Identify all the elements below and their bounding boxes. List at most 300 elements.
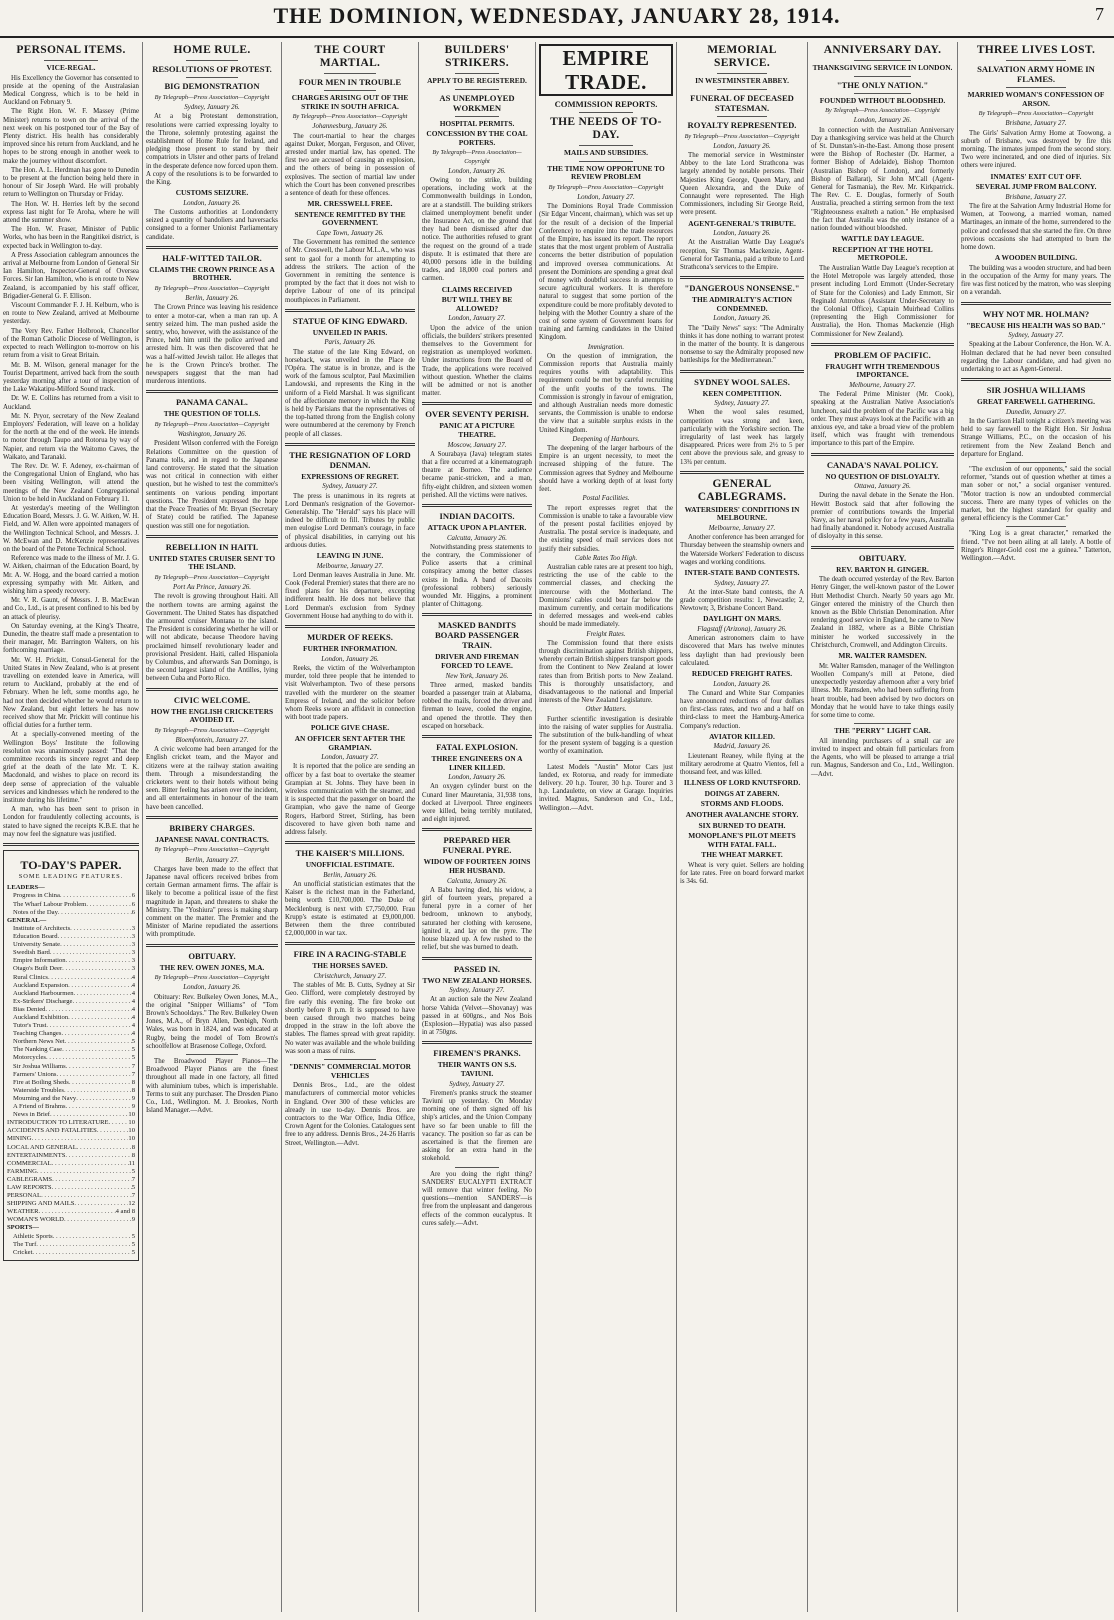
article-paragraph: The Cunard and White Star Companies have announced reductions of four dollars on first-class rates, and two and a half on third-class to meet the Hamburg-America Company's reduction.: [680, 689, 804, 730]
article-paragraph: The Federal Prime Minister (Mr. Cook), speaking at the Australian Native Association's luncheon, said the problem of the Pacific was a big order. They must always look at the Pacific with an anxious eye, and take a broad view of the problem itself, which was fraught with tremendous importance to this part of the Empire.: [811, 391, 954, 448]
contents-entry-page: 3: [131, 957, 135, 965]
personal-item-paragraph: A man, who has been sent to prison in London for fraudulently collecting accounts, is stated to have signed the receipts K.B.E. that he may now feel the signature was justified.: [3, 806, 139, 838]
contents-entry-title: Auckland Harbourmen: [13, 989, 74, 997]
todays-paper-box: [3, 850, 139, 1261]
contents-entry-page: 8: [131, 1078, 135, 1086]
headline: OBITUARY.: [858, 552, 907, 563]
section-label: Freight Rates.: [586, 630, 626, 638]
leader-dots: [66, 1103, 132, 1111]
contents-entry: [7, 1216, 135, 1224]
dateline: Sydney, January 27.: [449, 1080, 505, 1088]
personal-item-paragraph: The Hon. A. L. Herdman has gone to Dunedin to be present at the function being held there in honour of Sir Joseph Ward. He will probably return to Wellington on Thursday or Friday.: [3, 166, 139, 199]
subheadline: EXPRESSIONS OF REGRET.: [301, 471, 399, 481]
headline: WHY NOT MR. HOLMAN?: [982, 308, 1090, 319]
contents-entry-title: The Turf: [13, 1240, 37, 1248]
contents-entry-page: 10: [128, 1111, 135, 1119]
personal-item-paragraph: The Rev. Dr. W. F. Adeney, ex-chairman of the Congregational Union of England, who has been visiting Wellington, will attend the meetings of the New Zealand Congregational Union to be held in Auckland on February 11.: [3, 462, 139, 503]
wire-credit: By Telegraph—Press Association—Copyright: [432, 149, 522, 165]
leader-dots: [61, 1030, 131, 1038]
subheadline: CONCESSION BY THE COAL PORTERS.: [426, 129, 528, 147]
leader-dots: [32, 1135, 129, 1143]
contents-entry-page: 11: [128, 1159, 135, 1167]
advertisement: Are you doing the right thing? SANDERS' EUCALYPTI EXTRACT will remove that winter feeling. No questions—mention SANDERS'—is free from the unpleasant and dangerous effects of the common eucalyptus. It cures safely.—Advt.: [422, 1170, 532, 1227]
leader-dots: [65, 1038, 132, 1046]
dateline: Berlin, January 26.: [185, 295, 239, 303]
wire-credit: By Telegraph—Press Association—Copyright: [825, 107, 940, 115]
leader-dots: [58, 933, 132, 941]
contents-entry: [7, 1079, 135, 1087]
leader-dots: [72, 998, 131, 1006]
personal-item-paragraph: Mr. B. M. Wilson, general manager for the Tourist Department, arrived back from the south yesterday morning after a tour of inspection of the Lake Wakatipu-Milford Sound track.: [3, 361, 139, 394]
headline: FIREMEN'S PRANKS.: [433, 1048, 521, 1059]
leader-dots: [41, 1192, 132, 1200]
contents-entry-page: 7: [131, 1175, 135, 1183]
subheadline: THE QUESTION OF TOLLS.: [163, 409, 261, 419]
leader-dots: [50, 949, 132, 957]
article-paragraph: The building was a wooden structure, and had been in the occupation of the Army for many years. The fire was first noticed by the matron, who was sleeping on a verandah.: [961, 264, 1111, 297]
subheadline: THE ADMIRALTY'S ACTION CONDEMNED.: [692, 295, 792, 313]
headline: MEMORIAL SERVICE.: [707, 44, 777, 69]
article-paragraph: The deepening of the larger harbours of the Empire is an urgent necessity, to meet the increased shipping of the future. The Commission agrees that Sydney and Melbourne should have a working depth of at least forty feet.: [539, 445, 673, 494]
subheadline: PANIC AT A PICTURE THEATRE.: [439, 421, 515, 440]
dateline: London, January 26.: [713, 680, 771, 688]
contents-entry: [7, 1241, 135, 1249]
headline: BRIBERY CHARGES.: [169, 822, 255, 833]
headline: THE COURT MARTIAL.: [314, 44, 386, 69]
contents-entry-title: Rural Clinics: [13, 973, 48, 981]
personal-item-paragraph: At yesterday's meeting of the Wellington Education Board, Messrs. J. G. W. Aitken, W. H. Field, and W. Allen were appointed managers of the Wellington Technical School, and Messrs. J. W. McEwan and D. McKenzie representatives on the board of the Petone Technical School.: [3, 504, 139, 553]
subheadline: WIDOW OF FOURTEEN JOINS HER HUSBAND.: [423, 857, 531, 876]
headline: INDIAN DACOITS.: [439, 511, 515, 522]
contents-entry: [7, 998, 135, 1006]
leader-dots: [62, 1046, 132, 1054]
contents-entry: [7, 1127, 135, 1135]
subheadline: JAPANESE NAVAL CONTRACTS.: [155, 834, 269, 844]
subheadline: THREE ENGINEERS ON A LINER KILLED.: [431, 754, 523, 772]
contents-entry: [7, 1095, 135, 1103]
headline: STATUE OF KING EDWARD.: [292, 315, 408, 326]
wire-credit: By Telegraph—Press Association—Copyright: [154, 846, 270, 854]
headline: FIRE IN A RACING-STABLE: [293, 949, 407, 960]
subheadline: KEEN COMPETITION.: [702, 388, 782, 398]
contents-section-label: SPORTS—: [7, 1224, 40, 1232]
contents-entry: [7, 1176, 135, 1184]
contents-entry-title: Auckland Expansion: [13, 981, 69, 989]
contents-entry-title: PERSONAL: [7, 1192, 42, 1200]
subheadline: SALVATION ARMY HOME IN FLAMES.: [977, 64, 1095, 84]
contents-entry: [7, 1030, 135, 1038]
contents-entry: [7, 1160, 135, 1168]
wire-credit: By Telegraph—Press Association—Copyright: [154, 573, 270, 581]
article-paragraph: The report expresses regret that the Commission is unable to take a favourable view of the present postal facilities enjoyed by Australia. The postal service is inadequate, and the existing speed of mail services does not justify their subsidies.: [539, 504, 673, 553]
dateline: Berlin, January 26.: [323, 871, 377, 879]
leader-dots: [52, 1160, 129, 1168]
leader-dots: [68, 1014, 132, 1022]
contents-entry-page: 5: [131, 1167, 135, 1175]
headline: CIVIC WELCOME.: [173, 694, 251, 705]
article-paragraph: An oxygen cylinder burst on the Cunard liner Mauretania, 31,938 tons, docked at Liverpool. Three engineers were killed, being terribly mutilated, and eight injured.: [422, 783, 532, 824]
contents-entry-page: 3: [131, 965, 135, 973]
dateline: London, January 26.: [713, 230, 771, 238]
leader-dots: [46, 1054, 132, 1062]
contents-entry-page: 3: [131, 949, 135, 957]
dateline: Cape Town, January 26.: [316, 230, 384, 237]
headline: MURDER OF REEKS.: [307, 632, 393, 643]
contents-entry: [7, 1168, 135, 1176]
article-paragraph: The stables of Mr. B. Cutts, Sydney at Sir Geo. Clifford, were completely destroyed by fire early this evening. The fire broke out shortly before 8 p.m. It is supposed to have been caused through two matches being dropped in the straw in the loft above the stables. The flames spread with great rapidity. No water was available and the whole building was soon a mass of ruins.: [285, 982, 415, 1055]
headline: PREPARED HER FUNERAL PYRE.: [442, 835, 512, 856]
leader-dots: [66, 957, 132, 965]
leader-dots: [39, 1208, 116, 1216]
subheadline: AN OFFICER SENT AFTER THE GRAMPIAN.: [294, 733, 406, 752]
contents-entry: [7, 1038, 135, 1046]
article-paragraph: During the naval debate in the Senate the Hon. Hewitt Bostock said that after following the premier of contributions towards the Imperial Navy, as her naval policy for a few years, Australia had finally abandoned it. Nobody accused Australia of disloyalty in this sense.: [811, 492, 954, 541]
dateline: Berlin, January 27.: [185, 856, 239, 864]
subheadline: ANOTHER AVALANCHE STORY.: [685, 810, 799, 820]
headline: MASKED BANDITS BOARD PASSENGER TRAIN.: [434, 620, 520, 651]
subheadline: DRIVER AND FIREMAN FORCED TO LEAVE.: [435, 652, 519, 671]
leader-dots: [70, 925, 132, 933]
article-paragraph: When the wool sales resumed, competition was strong and keen, particularly with the Yorkshire section. The irregularity of last week has largely disappeared. Prices were from 2½ to 5 per cent above the previous sale, and greasy to 13¾ per centum.: [680, 409, 804, 466]
wire-credit: By Telegraph—Press Association—Copyright: [978, 110, 1094, 118]
leader-dots: [68, 982, 132, 990]
dateline: Ottawa, January 26.: [854, 483, 911, 491]
subheadline: MAILS AND SUBSIDIES.: [564, 148, 648, 157]
contents-entry: [7, 1103, 135, 1111]
dateline: Christchurch, January 27.: [313, 972, 387, 980]
article-paragraph: The Crown Prince was leaving his residence to enter a motor-car, when a man ran up. A sentry seized him. The man pushed aside the sentry, who, however, with the assistance of the Prince, held him until the police arrived and arrested him. It was then discovered that he was a half-witted Jewish tailor. He alleges that he is the Crown Prince's brother. The newspapers suggest that the man had murderous intentions.: [146, 304, 278, 386]
contents-entry-title: ACCIDENTS AND FATALITIES: [7, 1127, 97, 1135]
dateline: Sydney, January 27.: [1008, 332, 1064, 340]
contents-entry-title: Fire at Boiling Sheds: [13, 1078, 69, 1086]
contents-entry-page: 10: [128, 1135, 135, 1143]
page-number: 7: [1095, 4, 1104, 24]
article-paragraph: In connection with the Australian Anniversary Day a thanksgiving service was held at the Church of St. Dunstan's-in-the-East. Among those present were the Bishop of Rochester (Dr. Harmer, a former Bishop of Adelaide), Bishop Thornton (Australian Bishop of London), and formerly Bishop of Ballarat), Sir John M'Call (Agent-General for Tasmania), the Rev. Mr. Kirkpatrick. The Rev. C. E. Douglas, formerly of South Australia, preached a stirring sermon from the text "Righteousness exalteth a nation." He emphasised the fact that Australia was the only instance of a nation founded without bloodshed.: [811, 126, 954, 233]
subheadline: CLAIMS THE CROWN PRINCE AS A BROTHER.: [149, 264, 275, 283]
contents-entry-title: LAW REPORTS: [7, 1183, 52, 1191]
contents-entry: [7, 949, 135, 957]
subheadline: THANKSGIVING SERVICE IN LONDON.: [812, 63, 953, 72]
leader-dots: [52, 1176, 132, 1184]
article-paragraph: The press is unanimous in its regrets at Lord Denman's resignation of the Governor-Generalship. The "Herald" says his place will indeed be difficult to fill. Tributes by public men eulogise Lord Denman's courage, in face of physical disabilities, in carrying out his arduous duties.: [285, 492, 415, 549]
contents-entry-page: 9: [131, 1094, 135, 1102]
personal-item-paragraph: Viscount Commander F. J. H. Kelburn, who is en route to New Zealand, arrived at Melbourne yesterday.: [3, 302, 139, 326]
dateline: New York, January 26.: [445, 672, 509, 680]
article-paragraph: Three armed, masked bandits boarded a passenger train at Alabama, robbed the mails, forced the driver and fireman to leave, cooled the engine, and opened the throttle. They then escaped on horseback.: [422, 681, 532, 730]
subheadline: ILLNESS OF LORD KNUTSFORD.: [683, 778, 801, 788]
article-paragraph: The fire at the Salvation Army Industrial Home for Women, at Toowong, a married woman, named Martinages, an inmate of the home, surrendered to the police and confessed that she started the fire. On three previous occasions she had attempted to burn the home down.: [961, 203, 1111, 252]
dateline: Calcutta, January 26.: [446, 534, 508, 542]
section-label: Deepening of Harbours.: [572, 435, 640, 443]
contents-entry-page: 8: [131, 1086, 135, 1094]
contents-entry-title: FARMING: [7, 1167, 37, 1175]
contents-entry-page: 4: [131, 973, 135, 981]
contents-entry-page: 5: [131, 1054, 135, 1062]
contents-entry: [7, 1249, 135, 1257]
dateline: London, January 26.: [448, 167, 506, 175]
article-paragraph: Upon the advice of the union officials, the builders' strikers presented themselves to the Government for registration as unemployed workmen. Under instructions from the Board of Trade, the applications were received without question. Whether the claims will be admitted or not is another matter.: [422, 324, 532, 398]
contents-entry-page: 5: [131, 1248, 135, 1256]
subheadline: REDUCED FREIGHT RATES.: [691, 669, 793, 679]
contents-entry-page: 7: [131, 1062, 135, 1070]
contents-entry-page: 4 and 8: [115, 1208, 135, 1216]
contents-entry-title: WOMAN'S WORLD: [7, 1216, 64, 1224]
subheadline: THEIR WANTS ON S.S. TAVIUNI.: [437, 1060, 517, 1078]
subheadline: HOW THE ENGLISH CRICKETERS AVOIDED IT.: [150, 706, 274, 725]
article-paragraph: Speaking at the Labour Conference, the Hon. W. A. Holman declared that he had never been consulted regarding the Labour candidate, and had given no undertaking to act as Agent-General.: [961, 341, 1111, 374]
dateline: Melbourne, January 27.: [316, 562, 384, 570]
contents-entry-title: Empire Information: [13, 957, 66, 965]
subheadline: NO QUESTION OF DISLOYALTY.: [825, 471, 940, 481]
dateline: Calcutta, January 26.: [446, 877, 508, 885]
article-paragraph: The Australian Wattle Day League's reception at the Hotel Metropole was largely attended, those present including Lord Emmott (Under-Secretary of State for the Colonies) and Lady Emmott, Sir Reginald Antrobus (Assistant Under-Secretary to the Colonial Office), Captain Muirhead Collins (representing the High Commissioner for Australia), the Hon. Thomas Mackenzie (High Commissioner for New Zealand).: [811, 265, 954, 338]
wire-credit: By Telegraph—Press Association—Copyright: [548, 183, 664, 191]
subheadline: AGENT-GENERAL'S TRIBUTE.: [688, 218, 796, 228]
leader-dots: [74, 1200, 128, 1208]
contents-entry-page: 4: [131, 1005, 135, 1013]
contents-entry: [7, 909, 135, 917]
contents-entry-page: 4: [131, 997, 135, 1005]
contents-entry-page: 3: [131, 924, 135, 932]
contents-entry: [7, 1233, 135, 1241]
section-label: Postal Facilities.: [582, 495, 630, 503]
dateline: Moscow, January 27.: [447, 441, 507, 449]
contents-entry-page: 9: [131, 1216, 135, 1224]
contents-entry-title: Education Board: [13, 933, 58, 941]
contents-entry: [7, 1006, 135, 1014]
advertisement: "King Log is a great character," remarked the friend. "I've not been ailing at all lately. A bottle of Ringer's Ringer-Gold cost me a guinea." Tatterton, Wellington.—Advt.: [961, 530, 1111, 563]
subheadline: ATTACK UPON A PLANTER.: [427, 523, 527, 533]
dateline: London, January 26.: [183, 199, 241, 207]
subheadline: INMATES' EXIT CUT OFF.: [990, 171, 1082, 181]
personal-item-paragraph: Mr. W. H. Prickitt, Consul-General for the United States in New Zealand, who is at present travelling on extended leave in America, will return to Auckland, probably at the end of February. When he left, some months ago, he had not then decided whether he would return to New Zealand, but eight letters he has now received show that Mr. Prickitt will continue his official duties for a further term.: [3, 656, 139, 730]
leader-dots: [62, 965, 132, 973]
subheadline: THE HORSES SAVED.: [312, 961, 388, 971]
article-paragraph: At the inter-State band contests, the A grade competition results: 1, Newcastle; 2, Newtown; 3, Brisbane Concert Band.: [680, 588, 804, 613]
subheadline: SIX BURNED TO DEATH.: [698, 820, 786, 830]
article-paragraph: The Customs authorities at Londonderry seized a quantity of bandoliers and haversacks consigned to a former Unionist Parliamentary candidate.: [146, 209, 278, 241]
contents-entry-title: Tutor's Trust: [13, 1022, 47, 1030]
subheadline: "BECAUSE HIS HEALTH WAS SO BAD.": [966, 320, 1106, 330]
contents-entry-page: 5: [131, 1240, 135, 1248]
contents-entry: [7, 1119, 135, 1127]
headline: PASSED IN.: [453, 963, 501, 974]
contents-entry-title: Bias Denied: [13, 1005, 46, 1013]
leader-dots: [45, 1006, 131, 1014]
contents-entry: [7, 1208, 135, 1216]
masthead: [0, 0, 1114, 38]
column-three-lives-lost: [957, 42, 1114, 1612]
dateline: Washington, January 26.: [177, 431, 247, 439]
contents-entry-page: 5: [131, 1232, 135, 1240]
headline: OBITUARY.: [188, 950, 236, 961]
leader-dots: [58, 909, 132, 917]
advertisement: Dennis Bros., Ltd., are the oldest manufacturers of commercial motor vehicles in England. Over 300 of these vehicles are already in use to-day. Dennis Bros. are contractors to the War Office, India Office, Crown Agent for the Colonies. Catalogues sent free to any address. Dennis Bros., 24-26 Harris Street, Wellington.—Advt.: [285, 1082, 415, 1147]
personal-item-paragraph: Reference was made to the illness of Mr. J. G. W. Aitken, chairman of the Education Board, by Mr. A. W. Hogg, and the board carried a motion expressing sympathy with Mr. Aitken, and wishing him a speedy recovery.: [3, 555, 139, 595]
article-paragraph: In the Garrison Hall tonight a citizen's meeting was held to say farewell to the Right Hon. Sir Joshua Strange Williams, P.C., on the occasion of his retirement from the New Zealand Bench and departure for England.: [961, 418, 1111, 458]
empire-trade-banner: EMPIRE TRADE.: [539, 44, 673, 96]
contents-entry-page: 4: [131, 1022, 135, 1030]
contents-entry-title: University Senate: [13, 941, 61, 949]
leader-dots: [74, 990, 132, 998]
subheadline: MARRIED WOMAN'S CONFESSION OF ARSON.: [967, 90, 1105, 108]
dateline: Paris, January 26.: [324, 339, 376, 347]
column-memorial-service: [676, 42, 807, 1612]
headline: HALF-WITTED TAILOR.: [162, 252, 262, 263]
contents-section-label: GENERAL—: [7, 916, 47, 924]
contents-entry: [7, 1111, 135, 1119]
subheadline: FUNERAL OF DECEASED STATESMAN.: [690, 92, 794, 113]
article-paragraph: It is reported that the police are sending an officer by a fast boat to overtake the steamer Grampian at St. Johns. They have been in wireless communication with the steamer, and it is suspected that the passenger on board the Grampian, who gave the name of George Rogers, Harbord Street, Stirling, has been discovered to have given both name and address falsely.: [285, 763, 415, 836]
headline: BUILDERS' STRIKERS.: [444, 44, 510, 69]
leader-dots: [52, 1184, 132, 1192]
contents-entry-page: 6: [131, 892, 135, 900]
headline: PROBLEM OF PACIFIC.: [834, 349, 931, 360]
contents-entry-title: Athletic Sports: [13, 1232, 53, 1240]
contents-entry-page: 7: [131, 1192, 135, 1200]
dateline: Sydney, January 27.: [714, 400, 770, 408]
dateline: Port Au Prince, January 26.: [173, 584, 251, 592]
leader-dots: [97, 1127, 129, 1135]
dateline: Sydney, January 27.: [449, 987, 505, 995]
article-paragraph: The Girls' Salvation Army Home at Toowong, a suburb of Brisbane, was destroyed by fire this morning. The inmates jumped from the second story. Two were incinerated, and one died of injuries. Six others were injured.: [961, 129, 1111, 170]
leader-dots: [60, 892, 132, 900]
headline: "DANGEROUS NONSENSE.": [684, 283, 800, 294]
headline: SIR JOSHUA WILLIAMS: [986, 385, 1086, 396]
contents-entry-title: Waterside Troubles: [13, 1086, 64, 1094]
dateline: Madrid, January 26.: [713, 743, 771, 751]
subheadline: HOSPITAL PERMITS.: [439, 118, 515, 128]
contents-entry-title: Teaching Changes: [13, 1030, 62, 1038]
article-paragraph: Lord Denman leaves Australia in June. Mr. Cook (Federal Premier) states that there are no fixed plans for his departure, excepting indifferent health. He does not believe that Lord Denman's exclusion from Sydney Government House had anything to do with it.: [285, 571, 415, 620]
dateline: London, January 27.: [321, 754, 379, 762]
column-personal-items: [0, 42, 142, 1612]
contents-entry: [7, 925, 135, 933]
article-paragraph: The Dominions Royal Trade Commission (Sir Edgar Vincent, chairman), which was set up for the result of a decision of the Imperial Conference) to enquire into the trade resources of the Empire, has issued its report. The report states that the most urgent problem of Australia concerns the better distribution of population and improved oversea communications. At present the Dominions are spending a great deal of money with doubtful success in attempts to secure agricultural workers. It is therefore natural to suggest that some portion of the expenditure could be more profitably devoted to helping with the Mother Country a share of the cost of some system of Government loans for training and farming candidates in the United Kingdom.: [539, 203, 673, 342]
article-paragraph: American astronomers claim to have discovered that Mars has twelve minutes less daylight than had previously been calculated.: [680, 635, 804, 667]
subheadline: BIG DEMONSTRATION: [164, 81, 260, 91]
headline: PANAMA CANAL.: [176, 397, 248, 408]
dateline: Flagstaff (Arizona), January 26.: [697, 626, 787, 634]
personal-item-paragraph: The Hon. W. Fraser, Minister of Public Works, who has been in the Rangitikei district, is expected back in Wellington to-day.: [3, 226, 139, 250]
advertisement-heading: "DENNIS" COMMERCIAL MOTOR VEHICLES: [289, 1061, 411, 1080]
contents-entry: [7, 1022, 135, 1030]
subheadline: MONOPLANE'S PILOT MEETS WITH FATAL FALL.: [688, 831, 796, 849]
section-label: Cable Rates Too High.: [574, 554, 638, 562]
leader-dots: [64, 1087, 132, 1095]
subheadline: "THE ONLY NATION.": [836, 79, 929, 90]
subheadline: STORMS AND FLOODS.: [700, 799, 784, 809]
dateline: Brisbane, January 27.: [1005, 193, 1067, 201]
subheadline: TWO NEW ZEALAND HORSES.: [422, 975, 532, 985]
subheadline: LEAVING IN JUNE.: [316, 551, 384, 561]
article-paragraph: Another conference has been arranged for Thursday between the steamship owners and the Waterside Workers' Federation to discuss wages and working conditions.: [680, 534, 804, 566]
leader-dots: [37, 1168, 132, 1176]
contents-entry-title: Ex-Strikers' Discharge: [13, 997, 73, 1005]
subheadline: DAYLIGHT ON MARS.: [703, 614, 781, 624]
todays-paper-title: TO-DAY'S PAPER.: [20, 858, 122, 873]
subheadline: UNOFFICIAL ESTIMATE.: [305, 860, 395, 870]
dateline: Melbourne, January 27.: [849, 382, 916, 390]
contents-entry-page: 3: [131, 941, 135, 949]
subheadline: SENTENCE REMITTED BY THE GOVERNMENT.: [294, 209, 406, 228]
article-paragraph: The court-martial to hear the charges against Duker, Morgan, Ferguson, and Oliver, arrested under martial law, has opened. The first two are accused of causing an explosion, and the others of being in possession of explosives. The section of martial law under which the Court has been convened prescribes a sentence of death for these offences.: [285, 132, 415, 198]
personal-item-paragraph: Mr. N. Pryor, secretary of the New Zealand Employers' Federation, will leave on a holiday for the north at the end of the week. He intends to motor through Taupo and Rotorua by way of Napier, and return via the Waitomo Caves, the Waikato, and Taranaki.: [3, 412, 139, 461]
contents-entry-title: Swedish Bard: [13, 949, 50, 957]
contents-entry-title: Institute of Architects: [13, 924, 71, 932]
article-paragraph: Reeks, the victim of the Wolverhampton murder, told three people that he intended to visit Wolverhampton. Two of these persons travelled with the murderer on the steamer Empress of Ireland, and the solicitor before whom Reeks swore an affidavit in connection with boot trade papers.: [285, 664, 415, 722]
contents-entry-title: Auckland Exhibition: [13, 1014, 69, 1021]
dateline: Johannesburg, January 26.: [312, 123, 388, 131]
subheadline: UNVEILED IN PARIS.: [312, 327, 388, 337]
contents-entry: [7, 1087, 135, 1095]
article-paragraph: A civic welcome had been arranged for the English cricket team, and the Mayor and citizens were at the railway station awaiting them. Through a misunderstanding the cricketers went to their hotels without being seen. Bitter feeling has arisen over the incident, and all entertainments in honour of the team have been cancelled.: [146, 746, 278, 811]
contents-entry: [7, 982, 135, 990]
article-paragraph: The "Daily News" says: "The Admiralty thinks it has done nothing to warrant protest in the matter of the bounty. It is dangerous nonsense to say the Admiralty proposed new battleships for the Mediterranean.": [680, 324, 804, 365]
contents-entry: [7, 1071, 135, 1079]
subheadline: MR. CRESSWELL FREE.: [307, 199, 393, 209]
headline: REBELLION IN HAITI.: [165, 541, 259, 552]
subheadline: RESOLUTIONS OF PROTEST.: [152, 64, 272, 74]
headline: ANNIVERSARY DAY.: [823, 44, 942, 56]
dateline: London, January 26.: [321, 655, 379, 663]
contents-entry-page: 5: [131, 1046, 135, 1054]
dateline: Sydney, January 27.: [322, 483, 378, 491]
contents-entry-page: 4: [131, 1030, 135, 1038]
section-heading: PERSONAL ITEMS.: [16, 44, 126, 56]
article-paragraph: Firemen's pranks struck the steamer Taviuni up yesterday. On Monday morning one of them signed off his ship's articles, and the Union Company have so far been unable to fill the vacancy. The position so far as can be ascertained is that the firemen are asking for an extra hand in the stokehold.: [422, 1089, 532, 1163]
personal-item-paragraph: His Excellency the Governor has consented to preside at the opening of the Australasian Medical Congress, which is to be held in Auckland on February 9.: [3, 74, 139, 107]
leader-dots: [48, 974, 132, 982]
subheadline: APPLY TO BE REGISTERED.: [427, 76, 527, 85]
article-paragraph: A Sourabaya (Java) telegram states that a fire occurred at a kinematograph theatre at Borneo. The audience became panic-stricken, and a man, fifty-eight children, and sixteen women perished. All the victims were natives.: [422, 450, 532, 499]
article-paragraph: Mr. Walter Ramsden, manager of the Wellington Woollen Company's mill at Petone, died unexpectedly yesterday afternoon after a very brief illness. Mr. Ramsden, who had been suffering from heart trouble, had been advised by two doctors on Monday that he would have to take things easily for some time to come.: [811, 662, 954, 719]
contents-entry: [7, 1014, 135, 1022]
leader-dots: [76, 1095, 132, 1103]
subheadline: MR. WALTER RAMSDEN.: [838, 651, 927, 661]
subheadline: UNITED STATES CRUISER SENT TO THE ISLAND.: [148, 553, 276, 572]
subheading: VICE-REGAL.: [46, 63, 96, 72]
advertisement-heading: THE "PERRY" LIGHT CAR.: [834, 726, 931, 736]
dateline: London, January 26.: [713, 142, 771, 150]
advertisement: All intending purchasers of a small car are invited to inspect and obtain full particulars from the Agents, who will be pleased to arrange a trial run. Magnus, Sanderson and Co., Ltd., Wellington.—Advt.: [811, 737, 954, 778]
leader-dots: [69, 1079, 132, 1087]
subheadline: GREAT FAREWELL GATHERING.: [977, 397, 1095, 407]
contents-entry-page: 12: [128, 1200, 135, 1208]
article-paragraph: The death occurred yesterday of the Rev. Barton Henry Ginger, the well-known pastor of the Lower Hutt Methodist Church. Nearly 50 years ago Mr. Ginger entered the ministry of the Church then known as the Bible Christian Denomination. After rendering good service in England, he came to New Zealand in 1882, where as a Bible Christian minister he worked successively in the Christchurch, Cromwell, and Addington Circuits.: [811, 576, 954, 649]
dateline: London, January 26.: [183, 984, 241, 992]
subheadline: AVIATOR KILLED.: [709, 731, 775, 741]
headline: SYDNEY WOOL SALES.: [694, 376, 790, 387]
article-paragraph: The Government has remitted the sentence of Mr. Cresswell, the Labour M.L.A., who was sent to gaol for a month for attempting to address the strikers. The action of the Government in remitting the sentence is prompted by the fact that it does not wish to deprive Labour of one of its principal mouthpieces in Parliament.: [285, 239, 415, 304]
article-paragraph: The Commission found that there exists through discrimination against British shippers, whereby certain British shippers transport goods from the Continent to New Zealand at lower rates than from British ports to New Zealand. This is thoroughly unsatisfactory, and disadvantageous to the national and Imperial interests of the New Zealand Legislature.: [539, 639, 673, 705]
wire-credit: By Telegraph—Press Association—Copyright: [154, 974, 270, 982]
article-paragraph: The statue of the late King Edward, on horseback, was unveiled in the Place de l'Opéra. The statue is in bronze, and is the work of the famous sculptor, Paul Maximilien Landowski, and represents the King in the uniform of a Field Marshal. It was significant of the affectionate memory in which the King is held by Parisians that the representatives of the top-hatted throng from the English colony were outnumbered at the ceremony by French people of all classes.: [285, 348, 415, 438]
contents-entry-title: INTRODUCTION TO LITERATURE: [7, 1119, 109, 1127]
dateline: Sydney, January 27.: [714, 579, 770, 587]
wire-credit: By Telegraph—Press Association—Copyright: [154, 726, 270, 734]
contents-section-label: LEADERS—: [7, 884, 45, 892]
subheadline: BUT WILL THEY BE ALLOWED?: [441, 295, 513, 313]
contents-entry-title: Cricket: [13, 1248, 33, 1256]
personal-item-paragraph: The Hon. W. H. Herries left by the second express last night for Te Aroha, where he will attend the summer show.: [3, 200, 139, 225]
contents-entry-page: 6: [131, 900, 135, 908]
subheadline: IN WESTMINSTER ABBEY.: [695, 76, 789, 85]
contents-entry: [7, 1144, 135, 1152]
contents-entry-title: Northern News Net: [13, 1038, 65, 1046]
contents-entry-title: Mourning and the Navy: [13, 1094, 77, 1102]
contents-entry: [7, 1046, 135, 1054]
